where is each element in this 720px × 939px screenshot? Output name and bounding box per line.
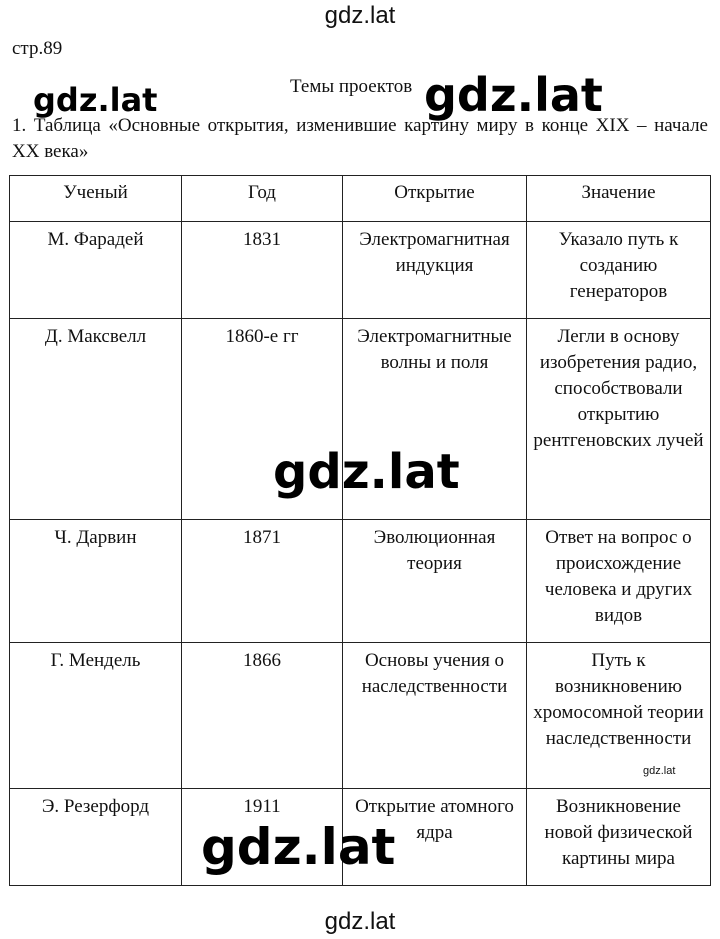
cell-scientist: Д. Максвелл [10, 319, 182, 520]
cell-year: 1860-е гг [182, 319, 343, 520]
cell-meaning: Ответ на вопрос о происхождение человека и других видов [527, 520, 711, 643]
header-scientist: Ученый [10, 176, 182, 222]
cell-discovery: Электромагнитные волны и поля [343, 319, 527, 520]
watermark-overlay: gdz.lat [424, 68, 603, 122]
cell-meaning: Путь к возникновению хромосомной теории наследственности [527, 643, 711, 789]
cell-meaning: Легли в основу изобретения радио, способствовали открытию рентгеновских лучей [527, 319, 711, 520]
cell-year: 1871 [182, 520, 343, 643]
cell-year: 1831 [182, 222, 343, 319]
cell-discovery: Эволюционная теория [343, 520, 527, 643]
header-discovery: Открытие [343, 176, 527, 222]
discoveries-table [9, 175, 711, 886]
watermark-bottom: gdz.lat [324, 908, 396, 935]
table-row [10, 520, 711, 643]
watermark-overlay: gdz.lat [273, 444, 460, 500]
table-header-row [10, 176, 711, 222]
task-text: 1. Таблица «Основные открытия, изменившие картину миру в конце XIX – начале XX века» [12, 115, 708, 162]
cell-discovery: Основы учения о наследственности [343, 643, 527, 789]
page-number: стр.89 [12, 38, 63, 59]
watermark-overlay: gdz.lat [33, 81, 158, 119]
watermark-overlay: gdz.lat [201, 818, 396, 876]
cell-discovery: Открытие атомного ядра [343, 789, 527, 886]
watermark-top: gdz.lat [324, 2, 396, 29]
cell-scientist: Г. Мендель [10, 643, 182, 789]
cell-meaning: Указало путь к созданию генераторов [527, 222, 711, 319]
cell-scientist: М. Фарадей [10, 222, 182, 319]
cell-year: 1911 [182, 789, 343, 886]
table-row [10, 643, 711, 789]
page-heading: Темы проектов [290, 76, 413, 97]
cell-scientist: Ч. Дарвин [10, 520, 182, 643]
header-year: Год [182, 176, 343, 222]
cell-year: 1866 [182, 643, 343, 789]
cell-discovery: Электромагнитная индукция [343, 222, 527, 319]
table-row [10, 222, 711, 319]
header-meaning: Значение [527, 176, 711, 222]
cell-scientist: Э. Резерфорд [10, 789, 182, 886]
watermark-small: gdz.lat [643, 765, 676, 777]
cell-meaning: Возникновение новой физической картины мира [527, 789, 711, 886]
